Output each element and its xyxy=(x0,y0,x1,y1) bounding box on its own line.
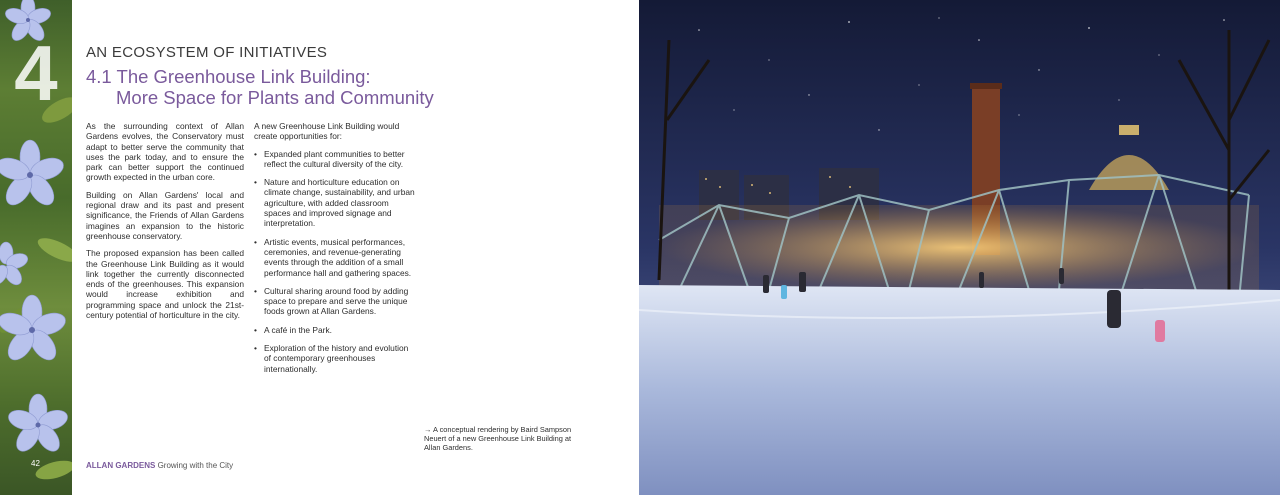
chapter-number: 4 xyxy=(14,29,58,117)
list-item: • Expanded plant communities to better reflect the cultural diversity of the city. xyxy=(254,149,416,170)
page-title-line-2: More Space for Plants and Community xyxy=(116,87,434,108)
list-item: • Cultural sharing around food by adding space to prepare and serve the unique foods grown at Allan Gardens. xyxy=(254,286,416,317)
image-caption: → A conceptual rendering by Baird Sampson Neuert of a new Greenhouse Link Building at Allan Gardens. xyxy=(424,425,572,453)
page-number: 42 xyxy=(31,459,40,468)
greenhouse-rendering-image xyxy=(639,0,1280,495)
body-paragraph: Building on Allan Gardens' local and regional draw and its past and present significance, the Friends of Allan Gardens imagines an expansion to the historic greenhouse conservatory. xyxy=(86,189,244,241)
list-item: • Artistic events, musical performances, ceremonies, and revenue-generating events through the addition of a small performance hall and gathering spaces. xyxy=(254,237,416,278)
footer-brand: ALLAN GARDENS xyxy=(86,461,156,470)
footer-tagline: Growing with the City xyxy=(155,461,234,470)
body-paragraph: As the surrounding context of Allan Gardens evolves, the Conservatory must adapt to better serve the community that uses the park today, and to ensure the park can better support the continued growth expected in the urban core. xyxy=(86,121,244,183)
page-title-line-1: 4.1 The Greenhouse Link Building: xyxy=(86,66,371,87)
list-item: • Nature and horticulture education on climate change, sustainability, and urban agriculture, with added classroom spaces and improved signage and interpretation. xyxy=(254,177,416,228)
opportunities-list xyxy=(254,149,416,374)
body-left-column xyxy=(86,121,244,327)
section-label: AN ECOSYSTEM OF INITIATIVES xyxy=(86,44,328,61)
list-item: • Exploration of the history and evolution of contemporary greenhouses internationally. xyxy=(254,343,416,374)
opportunities-intro: A new Greenhouse Link Building would create opportunities for: xyxy=(254,121,400,142)
body-right-column xyxy=(254,121,416,382)
list-item: • A café in the Park. xyxy=(254,325,416,335)
body-paragraph: The proposed expansion has been called the Greenhouse Link Building as it would link together the currently disconnected ends of the greenhouses. This expansion would increase exhibition and programming space and unlock the 21st-century potential of horticulture in the city. xyxy=(86,248,244,321)
plumbago-flower-photo xyxy=(0,0,72,495)
running-footer xyxy=(86,461,233,470)
